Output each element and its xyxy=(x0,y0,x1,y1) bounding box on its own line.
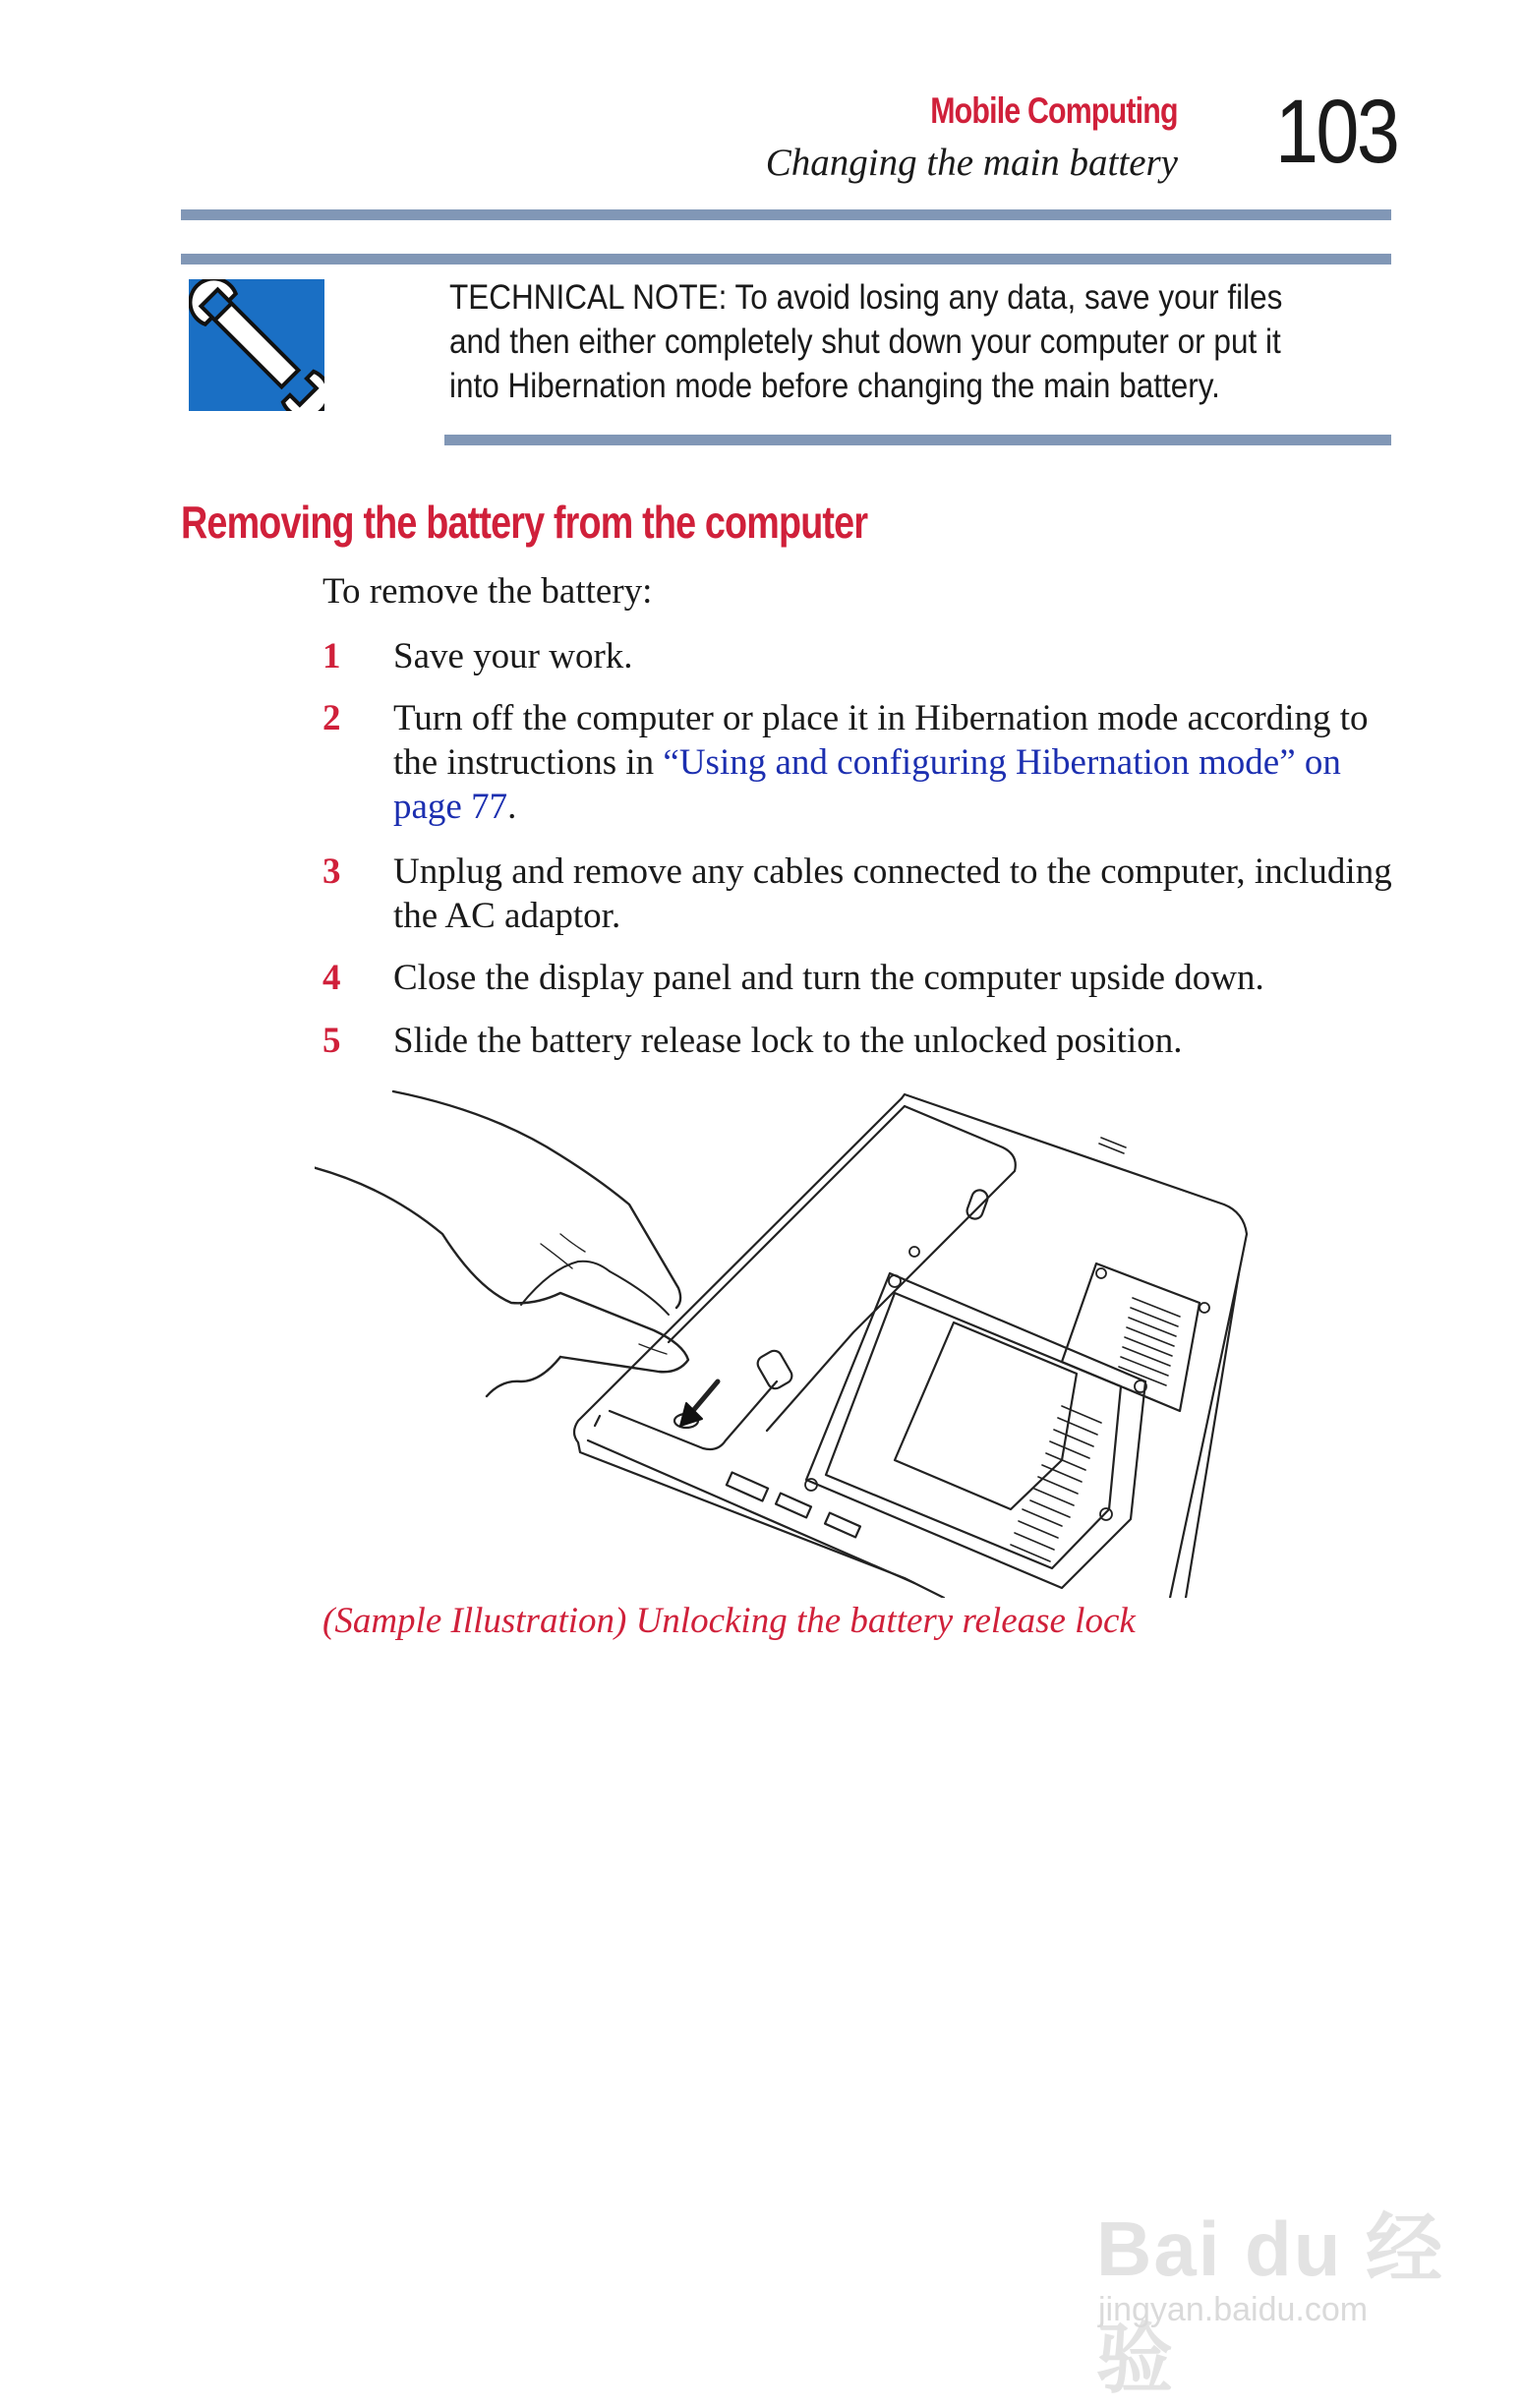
header-divider xyxy=(181,209,1391,220)
step-text-after: . xyxy=(507,787,517,827)
section-heading: Removing the battery from the computer xyxy=(181,497,868,548)
intro-text: To remove the battery: xyxy=(322,571,653,612)
step-text: Close the display panel and turn the computer upside down. xyxy=(393,958,1264,998)
note-top-divider xyxy=(181,254,1391,264)
note-bottom-divider xyxy=(444,435,1391,445)
technical-note xyxy=(181,273,1391,431)
step-number: 3 xyxy=(322,852,341,892)
watermark-url: jingyan.baidu.com xyxy=(1098,2291,1369,2328)
baidu-watermark xyxy=(1086,2158,1480,2402)
step-text-before: Turn off the computer or place it in Hibernation mode according to the instructions in xyxy=(393,698,1369,783)
wrench-icon xyxy=(189,279,324,411)
page-number: 103 xyxy=(1275,82,1398,182)
step-text: Unplug and remove any cables connected to the computer, including the AC adaptor. xyxy=(393,852,1392,936)
watermark-logo: Bai du 经验 xyxy=(1096,2205,1445,2402)
step-text xyxy=(393,696,1416,829)
page-header xyxy=(0,0,1522,226)
step-number: 4 xyxy=(322,958,341,998)
step-text: Save your work. xyxy=(393,636,633,676)
figure-caption: (Sample Illustration) Unlocking the battery release lock xyxy=(322,1601,1136,1641)
step-number: 1 xyxy=(322,636,341,676)
step-text: Slide the battery release lock to the unlocked position. xyxy=(393,1021,1183,1061)
step-number: 2 xyxy=(322,698,341,738)
header-section-title: Mobile Computing xyxy=(930,90,1178,131)
header-subtitle: Changing the main battery xyxy=(765,142,1178,184)
technical-note-text: TECHNICAL NOTE: To avoid losing any data, save your files and then either completely shut down your computer or put it into Hibernation mode before changing the main battery. xyxy=(449,278,1283,405)
step-number: 5 xyxy=(322,1021,341,1061)
cross-reference-link[interactable]: “Using and configuring Hibernation mode” on page 77 xyxy=(393,742,1341,827)
battery-release-illustration xyxy=(315,1087,1298,1598)
